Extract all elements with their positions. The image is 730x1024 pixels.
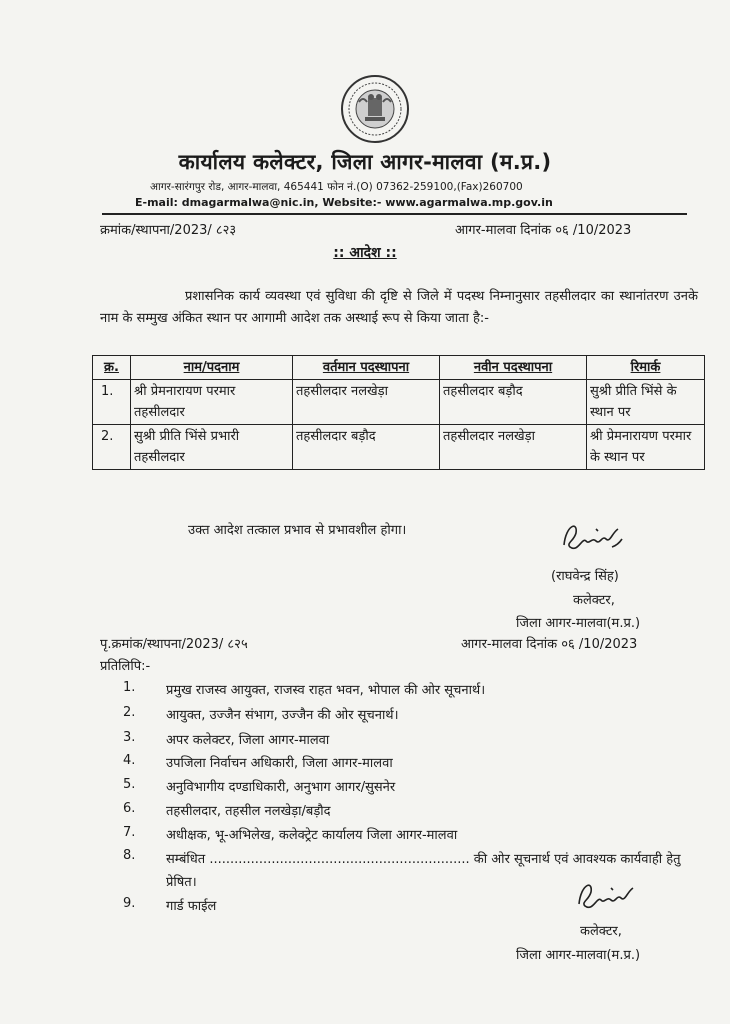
list-item-number: 5. xyxy=(123,777,136,792)
cell-remark: सुश्री प्रीति भिंसे के स्थान पर xyxy=(587,380,705,425)
closing-designation: कलेक्टर, xyxy=(580,924,622,939)
closing-office: जिला आगर-मालवा(म.प्र.) xyxy=(516,948,641,963)
order-heading: :: आदेश :: xyxy=(333,245,397,261)
signature xyxy=(573,876,643,916)
list-item-number: 9. xyxy=(123,896,136,911)
endorsement-number: पृ.क्रमांक/स्थापना/2023/ ८२५ xyxy=(100,637,248,652)
col-header-name: नाम/पदनाम xyxy=(131,356,293,380)
table-row xyxy=(93,425,705,470)
table-row xyxy=(93,380,705,425)
list-item: अपर कलेक्टर, जिला आगर-मालवा xyxy=(166,733,330,748)
list-item: प्रमुख राजस्व आयुक्त, राजस्व राहत भवन, भोपाल की ओर सूचनार्थ। xyxy=(166,683,486,698)
cell-new-posting: तहसीलदार नलखेड़ा xyxy=(440,425,587,470)
transfer-table xyxy=(92,355,705,470)
col-header-new-posting: नवीन पदस्थापना xyxy=(440,356,587,380)
col-header-current-posting: वर्तमान पदस्थापना xyxy=(293,356,440,380)
office-title: कार्यालय कलेक्टर, जिला आगर-मालवा (म.प्र.) xyxy=(178,150,552,174)
list-item: तहसीलदार, तहसील नलखेड़ा/बड़ौद xyxy=(166,804,331,819)
cell-serial: 2. xyxy=(93,425,131,470)
order-reference-number: क्रमांक/स्थापना/2023/ ८२३ xyxy=(100,223,237,238)
list-item-number: 3. xyxy=(123,730,136,745)
list-item-number: 8. xyxy=(123,848,136,863)
cell-remark: श्री प्रेमनारायण परमार के स्थान पर xyxy=(587,425,705,470)
list-item: उपजिला निर्वाचन अधिकारी, जिला आगर-मालवा xyxy=(166,756,393,771)
list-item-number: 6. xyxy=(123,801,136,816)
list-item: अधीक्षक, भू-अभिलेख, कलेक्ट्रेट कार्यालय जिला आगर-मालवा xyxy=(166,828,458,843)
list-item: गार्ड फाईल xyxy=(166,899,217,914)
list-item: अनुविभागीय दण्डाधिकारी, अनुभाग आगर/सुसनेर xyxy=(166,780,396,795)
order-date: आगर-मालवा दिनांक ०६ /10/2023 xyxy=(455,223,632,238)
cell-name: सुश्री प्रीति भिंसे प्रभारी तहसीलदार xyxy=(131,425,293,470)
cell-current-posting: तहसीलदार नलखेड़ा xyxy=(293,380,440,425)
list-item: आयुक्त, उज्जैन संभाग, उज्जैन की ओर सूचनार्थ। xyxy=(166,708,399,723)
table-header-row xyxy=(93,356,705,380)
list-item-number: 2. xyxy=(123,705,136,720)
signatory-name: (राघवेन्द्र सिंह) xyxy=(551,569,619,584)
signatory-office: जिला आगर-मालवा(म.प्र.) xyxy=(516,616,641,631)
header-divider xyxy=(102,213,687,215)
state-emblem xyxy=(337,74,413,144)
list-item-number: 4. xyxy=(123,753,136,768)
cell-new-posting: तहसीलदार बड़ौद xyxy=(440,380,587,425)
cell-name: श्री प्रेमनारायण परमार तहसीलदार xyxy=(131,380,293,425)
signatory-designation: कलेक्टर, xyxy=(573,593,615,608)
office-contact: E-mail: dmagarmalwa@nic.in, Website:- www.agarmalwa.mp.gov.in xyxy=(135,196,553,209)
list-item-number: 7. xyxy=(123,825,136,840)
endorsement-date: आगर-मालवा दिनांक ०६ /10/2023 xyxy=(461,637,638,652)
list-item: सम्बंधित ............................................................... की ओर सूचनार्थ एवं आवश्यक कार्यवाही हेतु प्रेषित। xyxy=(166,852,681,890)
col-header-serial: क्र. xyxy=(93,356,131,380)
effect-statement: उक्त आदेश तत्काल प्रभाव से प्रभावशील होगा। xyxy=(188,523,407,538)
col-header-remark: रिमार्क xyxy=(587,356,705,380)
list-item-number: 1. xyxy=(123,680,136,695)
office-address: आगर-सारंगपुर रोड, आगर-मालवा, 465441 फोन नं.(O) 07362-259100,(Fax)260700 xyxy=(150,181,523,193)
cell-current-posting: तहसीलदार बड़ौद xyxy=(293,425,440,470)
order-intro: प्रशासनिक कार्य व्यवस्था एवं सुविधा की दृष्टि से जिले में पदस्थ निम्नानुसार तहसीलदार का स्थानांतरण उनके नाम के सम्मुख अंकित स्थान पर आगामी आदेश तक अस्थाई रूप से किया जाता है:- xyxy=(100,289,698,326)
copy-to-label: प्रतिलिपि:- xyxy=(100,659,151,674)
signature xyxy=(556,515,634,559)
cell-serial: 1. xyxy=(93,380,131,425)
